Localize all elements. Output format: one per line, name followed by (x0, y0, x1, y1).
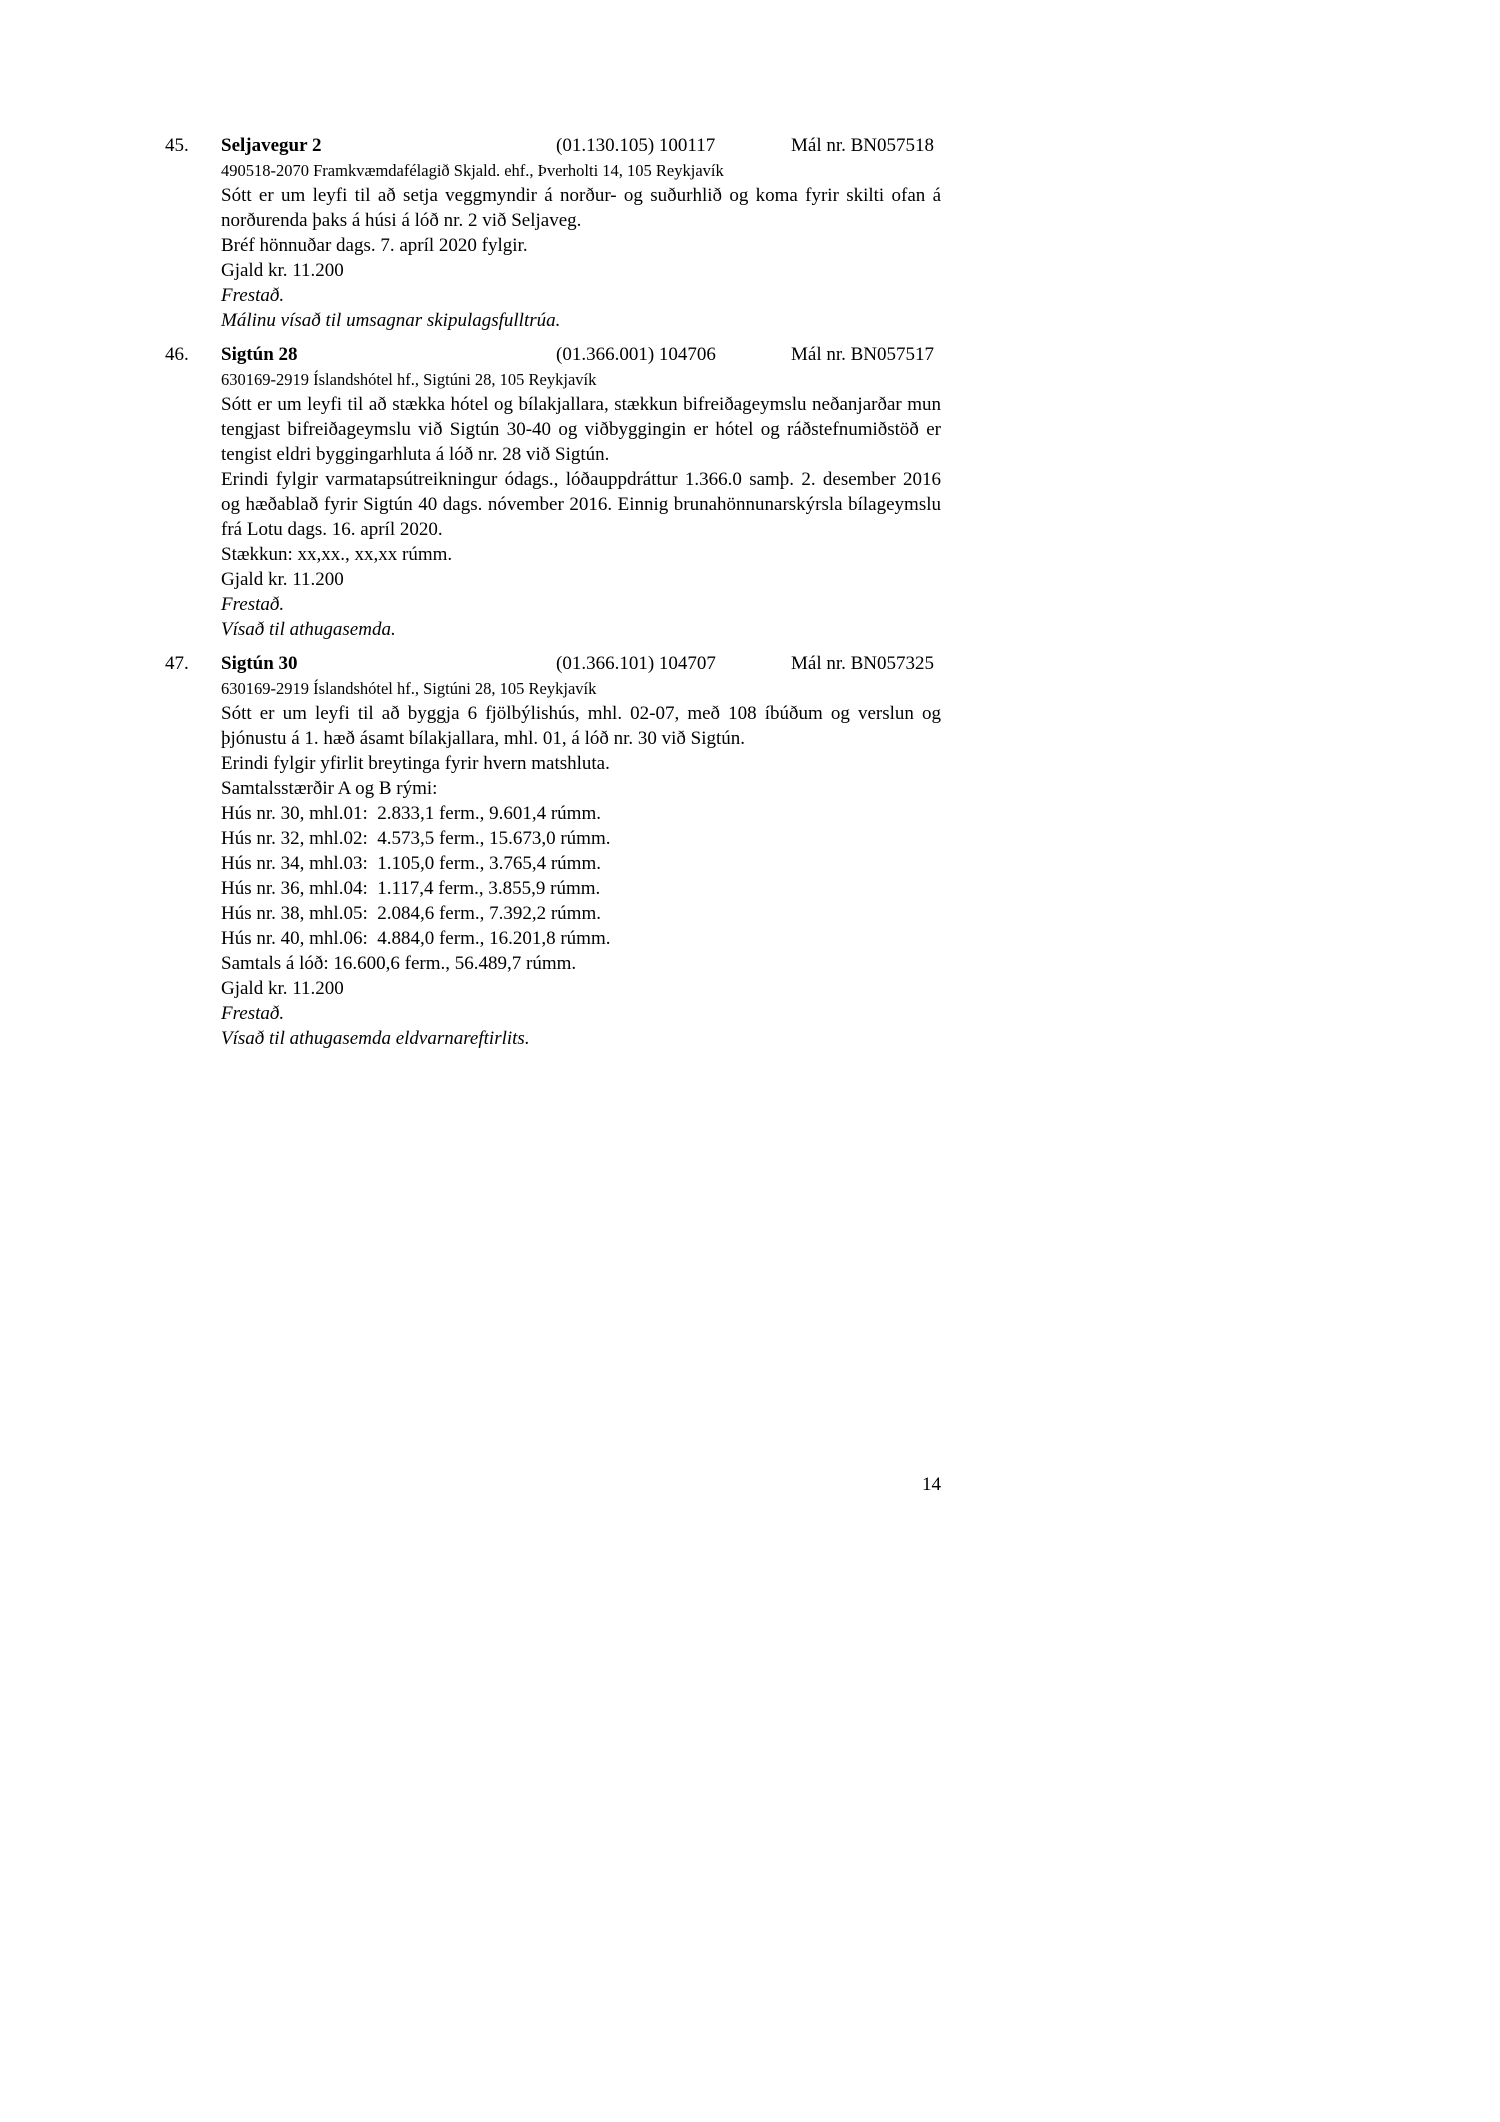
item-body (221, 392, 941, 642)
body-line: Gjald kr. 11.200 (221, 260, 344, 281)
agenda-item (165, 133, 941, 333)
item-body (221, 183, 941, 333)
body-line: Málinu vísað til umsagnar skipulagsfulltrúa. (221, 310, 561, 331)
body-line: Vísað til athugasemda. (221, 619, 396, 640)
page-number: 14 (922, 1474, 941, 1495)
body-line: Samtalsstærðir A og B rými: (221, 778, 438, 799)
body-line: Bréf hönnuðar dags. 7. apríl 2020 fylgir. (221, 235, 528, 256)
item-number: 46. (165, 344, 189, 365)
item-number: 47. (165, 653, 189, 674)
body-line: Frestað. (221, 285, 285, 306)
item-reference: (01.130.105) 100117 (556, 135, 716, 156)
body-line: Frestað. (221, 594, 285, 615)
body-line: Vísað til athugasemda eldvarnareftirlits. (221, 1028, 530, 1049)
body-line: Samtals á lóð: 16.600,6 ferm., 56.489,7 rúmm. (221, 953, 577, 974)
agenda-item (165, 342, 941, 642)
item-title: Seljavegur 2 (221, 135, 322, 156)
item-title: Sigtún 28 (221, 344, 298, 365)
item-reference: (01.366.001) 104706 (556, 344, 716, 365)
item-applicant: 630169-2919 Íslandshótel hf., Sigtúni 28, 105 Reykjavík (221, 370, 597, 389)
body-line: Gjald kr. 11.200 (221, 978, 344, 999)
item-case-number: Mál nr. BN057518 (791, 135, 935, 156)
body-line: Hús nr. 32, mhl.02: 4.573,5 ferm., 15.673,0 rúmm. (221, 828, 611, 849)
agenda-item (165, 651, 941, 1051)
body-line: Hús nr. 30, mhl.01: 2.833,1 ferm., 9.601,4 rúmm. (221, 803, 601, 824)
body-line: Sótt er um leyfi til að byggja 6 fjölbýlishús, mhl. 02-07, með 108 íbúðum og verslun og þjónustu á 1. hæð ásamt bílakjallara, mhl. 01, á lóð nr. 30 við Sigtún. (221, 703, 941, 749)
body-line: Erindi fylgir yfirlit breytinga fyrir hvern matshluta. (221, 753, 610, 774)
item-case-number: Mál nr. BN057517 (791, 344, 935, 365)
body-line: Gjald kr. 11.200 (221, 569, 344, 590)
body-line: Hús nr. 34, mhl.03: 1.105,0 ferm., 3.765,4 rúmm. (221, 853, 601, 874)
item-header (221, 651, 941, 676)
items-container (165, 133, 941, 1060)
body-line: Hús nr. 40, mhl.06: 4.884,0 ferm., 16.201,8 rúmm. (221, 928, 611, 949)
item-header (221, 133, 941, 158)
body-line: Sótt er um leyfi til að stækka hótel og bílakjallara, stækkun bifreiðageymslu neðanjarðar mun tengjast bifreiðageymslu við Sigtún 30-40 og viðbyggingin er hótel og ráðstefnumiðstöð er tengist eldri byggingarhluta á lóð nr. 28 við Sigtún. (221, 394, 941, 465)
body-line: Hús nr. 36, mhl.04: 1.117,4 ferm., 3.855,9 rúmm. (221, 878, 601, 899)
item-applicant: 490518-2070 Framkvæmdafélagið Skjald. ehf., Þverholti 14, 105 Reykjavík (221, 161, 724, 180)
body-line: Hús nr. 38, mhl.05: 2.084,6 ferm., 7.392,2 rúmm. (221, 903, 601, 924)
item-reference: (01.366.101) 104707 (556, 653, 716, 674)
item-header (221, 342, 941, 367)
item-number: 45. (165, 135, 189, 156)
body-line: Frestað. (221, 1003, 285, 1024)
body-line: Erindi fylgir varmatapsútreikningur ódags., lóðauppdráttur 1.366.0 samþ. 2. desember 2016 og hæðablað fyrir Sigtún 40 dags. nóvember 2016. Einnig brunahönnunarskýrsla bílageymslu frá Lotu dags. 16. apríl 2020. (221, 469, 941, 540)
item-title: Sigtún 30 (221, 653, 298, 674)
item-case-number: Mál nr. BN057325 (791, 653, 935, 674)
item-body (221, 701, 941, 1051)
body-line: Sótt er um leyfi til að setja veggmyndir á norður- og suðurhlið og koma fyrir skilti ofan á norðurenda þaks á húsi á lóð nr. 2 við Seljaveg. (221, 185, 941, 231)
item-applicant: 630169-2919 Íslandshótel hf., Sigtúni 28, 105 Reykjavík (221, 679, 597, 698)
body-line: Stækkun: xx,xx., xx,xx rúmm. (221, 544, 453, 565)
